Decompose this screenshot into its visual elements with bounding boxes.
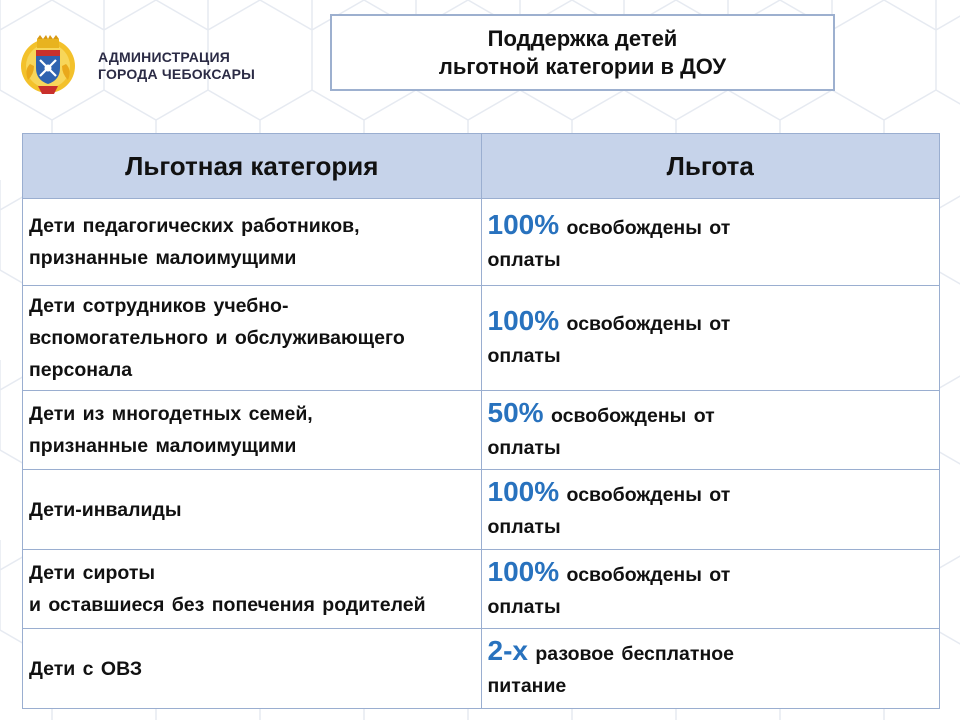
benefit-amount: 100% xyxy=(487,208,560,240)
category-cell: Дети педагогических работников, признанные малоимущими xyxy=(23,199,482,286)
category-cell: Дети сироты и оставшиеся без попечения родителей xyxy=(23,550,482,629)
benefit-amount: 100% xyxy=(487,555,560,587)
benefit-amount: 2-х xyxy=(487,635,528,666)
benefit-text: освобождены от оплаты xyxy=(487,216,731,271)
benefit-text: освобождены от оплаты xyxy=(487,312,731,367)
category-cell: Дети из многодетных семей, признанные малоимущими xyxy=(23,391,482,470)
benefit-cell xyxy=(481,391,940,470)
benefit-text: освобождены от оплаты xyxy=(487,404,715,459)
title-line1: Поддержка детей xyxy=(487,25,678,51)
column-header-category: Льготная категория xyxy=(23,134,482,199)
benefit-text: освобождены от оплаты xyxy=(487,563,731,618)
city-emblem-icon xyxy=(16,34,80,96)
table-row xyxy=(23,391,940,470)
table-row xyxy=(23,550,940,629)
benefit-cell xyxy=(481,470,940,550)
benefit-amount: 50% xyxy=(487,396,544,428)
category-cell: Дети с ОВЗ xyxy=(23,629,482,709)
benefit-cell xyxy=(481,199,940,286)
slide-title xyxy=(330,14,835,91)
table-header-row xyxy=(23,134,940,199)
benefit-text: разовое бесплатное питание xyxy=(487,643,734,697)
table-row xyxy=(23,286,940,391)
table-row xyxy=(23,629,940,709)
category-cell: Дети сотрудников учебно- вспомогательного и обслуживающего персонала xyxy=(23,286,482,391)
table-row xyxy=(23,470,940,550)
org-name-line1: АДМИНИСТРАЦИЯ xyxy=(98,49,230,65)
org-name-line2: ГОРОДА ЧЕБОКСАРЫ xyxy=(98,66,256,82)
table-row xyxy=(23,199,940,286)
column-header-benefit: Льгота xyxy=(481,134,940,199)
benefit-amount: 100% xyxy=(487,304,560,336)
org-logo xyxy=(16,34,266,96)
benefit-cell xyxy=(481,286,940,391)
benefit-text: освобождены от оплаты xyxy=(487,484,731,538)
benefit-cell xyxy=(481,629,940,709)
category-cell: Дети-инвалиды xyxy=(23,470,482,550)
title-line2: льготной категории в ДОУ xyxy=(438,53,727,79)
benefit-cell xyxy=(481,550,940,629)
benefits-table xyxy=(22,133,940,709)
benefit-amount: 100% xyxy=(487,476,560,507)
